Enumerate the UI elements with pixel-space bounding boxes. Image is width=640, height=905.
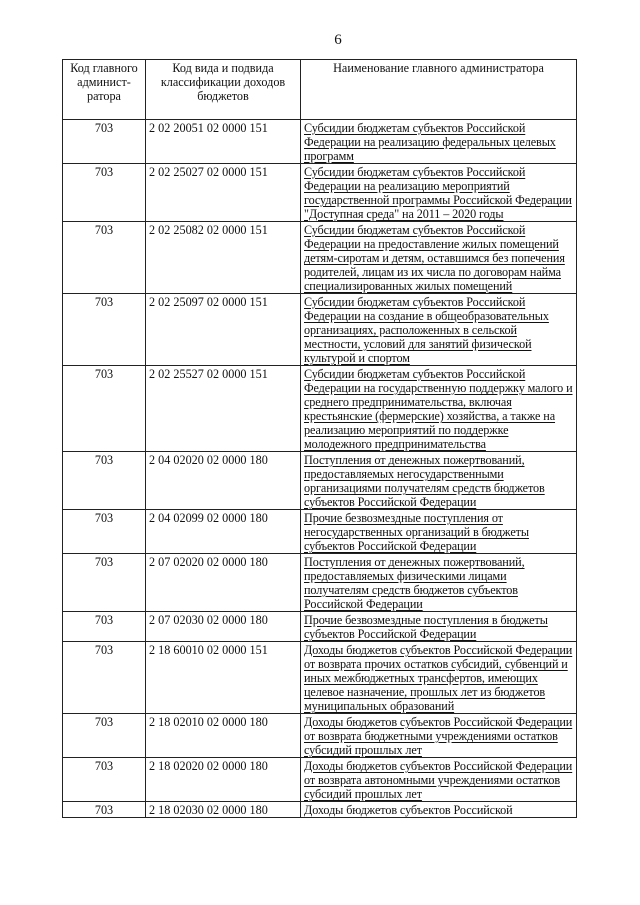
admin-code-cell: 703 bbox=[63, 120, 146, 164]
table-row bbox=[63, 612, 577, 642]
budget-code-cell: 2 02 25082 02 0000 151 bbox=[146, 222, 301, 294]
admin-code-cell: 703 bbox=[63, 642, 146, 714]
budget-code-cell: 2 04 02099 02 0000 180 bbox=[146, 510, 301, 554]
admin-code-cell: 703 bbox=[63, 366, 146, 452]
admin-name-cell: Доходы бюджетов субъектов Российской Федерации от возврата автономными учреждениями остатков субсидий прошлых лет bbox=[301, 758, 577, 802]
table-row bbox=[63, 222, 577, 294]
admin-code-cell: 703 bbox=[63, 714, 146, 758]
budget-code-cell: 2 18 02030 02 0000 180 bbox=[146, 802, 301, 818]
budget-code-cell: 2 18 02010 02 0000 180 bbox=[146, 714, 301, 758]
budget-code-cell: 2 07 02020 02 0000 180 bbox=[146, 554, 301, 612]
table-row bbox=[63, 452, 577, 510]
admin-code-cell: 703 bbox=[63, 802, 146, 818]
header-admin-code-label: Код главного админист-ратора bbox=[70, 61, 138, 103]
admin-name-cell: Прочие безвозмездные поступления от негосударственных организаций в бюджеты субъектов Российской Федерации bbox=[301, 510, 577, 554]
admin-code-cell: 703 bbox=[63, 222, 146, 294]
admin-name-cell: Поступления от денежных пожертвований, предоставляемых физическими лицами получателям средств бюджетов субъектов Российской Федерации bbox=[301, 554, 577, 612]
admin-code-cell: 703 bbox=[63, 612, 146, 642]
table-header-row bbox=[63, 60, 577, 120]
header-name-label: Наименование главного администратора bbox=[333, 61, 544, 75]
admin-code-cell: 703 bbox=[63, 758, 146, 802]
admin-name-cell: Субсидии бюджетам субъектов Российской Федерации на государственную поддержку малого и среднего предпринимательства, включая крестьянские (фермерские) хозяйства, а также на реализацию мероприятий по поддержке молодежного предпринимательства bbox=[301, 366, 577, 452]
header-name bbox=[301, 60, 577, 120]
header-budget-code-label: Код вида и подвида классификации доходов бюджетов bbox=[160, 61, 286, 103]
table-row bbox=[63, 510, 577, 554]
admin-name-cell: Субсидии бюджетам субъектов Российской Федерации на предоставление жилых помещений детям-сиротам и детям, оставшимся без попечения родителей, лицам из их числа по договорам найма специализированных жилых помещений bbox=[301, 222, 577, 294]
admin-name-cell: Субсидии бюджетам субъектов Российской Федерации на реализацию федеральных целевых программ bbox=[301, 120, 577, 164]
budget-code-cell: 2 04 02020 02 0000 180 bbox=[146, 452, 301, 510]
table-row bbox=[63, 120, 577, 164]
budget-classification-table bbox=[62, 59, 577, 818]
table-row bbox=[63, 554, 577, 612]
table-row bbox=[63, 802, 577, 818]
budget-code-cell: 2 02 25097 02 0000 151 bbox=[146, 294, 301, 366]
admin-name-cell: Прочие безвозмездные поступления в бюджеты субъектов Российской Федерации bbox=[301, 612, 577, 642]
admin-name-cell: Субсидии бюджетам субъектов Российской Федерации на создание в общеобразовательных организациях, расположенных в сельской местности, условий для занятий физической культурой и спортом bbox=[301, 294, 577, 366]
table-row bbox=[63, 294, 577, 366]
page-number: 6 bbox=[334, 32, 342, 48]
budget-code-cell: 2 18 60010 02 0000 151 bbox=[146, 642, 301, 714]
table-row bbox=[63, 714, 577, 758]
budget-code-cell: 2 18 02020 02 0000 180 bbox=[146, 758, 301, 802]
admin-code-cell: 703 bbox=[63, 452, 146, 510]
admin-code-cell: 703 bbox=[63, 510, 146, 554]
table-row bbox=[63, 366, 577, 452]
budget-code-cell: 2 02 25527 02 0000 151 bbox=[146, 366, 301, 452]
admin-code-cell: 703 bbox=[63, 294, 146, 366]
admin-name-cell: Поступления от денежных пожертвований, предоставляемых негосударственными организациями получателям средств бюджетов субъектов Российской Федерации bbox=[301, 452, 577, 510]
budget-code-cell: 2 02 20051 02 0000 151 bbox=[146, 120, 301, 164]
admin-name-cell: Доходы бюджетов субъектов Российской Федерации от возврата бюджетными учреждениями остатков субсидий прошлых лет bbox=[301, 714, 577, 758]
budget-code-cell: 2 07 02030 02 0000 180 bbox=[146, 612, 301, 642]
budget-code-cell: 2 02 25027 02 0000 151 bbox=[146, 164, 301, 222]
table-row bbox=[63, 164, 577, 222]
admin-name-cell: Доходы бюджетов субъектов Российской bbox=[301, 802, 577, 818]
admin-name-cell: Субсидии бюджетам субъектов Российской Федерации на реализацию мероприятий государственной программы Российской Федерации "Доступная среда" на 2011 – 2020 годы bbox=[301, 164, 577, 222]
admin-code-cell: 703 bbox=[63, 554, 146, 612]
table-row bbox=[63, 758, 577, 802]
admin-code-cell: 703 bbox=[63, 164, 146, 222]
header-budget-code bbox=[146, 60, 301, 120]
admin-name-cell: Доходы бюджетов субъектов Российской Федерации от возврата прочих остатков субсидий, субвенций и иных межбюджетных трансфертов, имеющих целевое назначение, прошлых лет из бюджетов муниципальных образований bbox=[301, 642, 577, 714]
table-row bbox=[63, 642, 577, 714]
header-admin-code bbox=[63, 60, 146, 120]
